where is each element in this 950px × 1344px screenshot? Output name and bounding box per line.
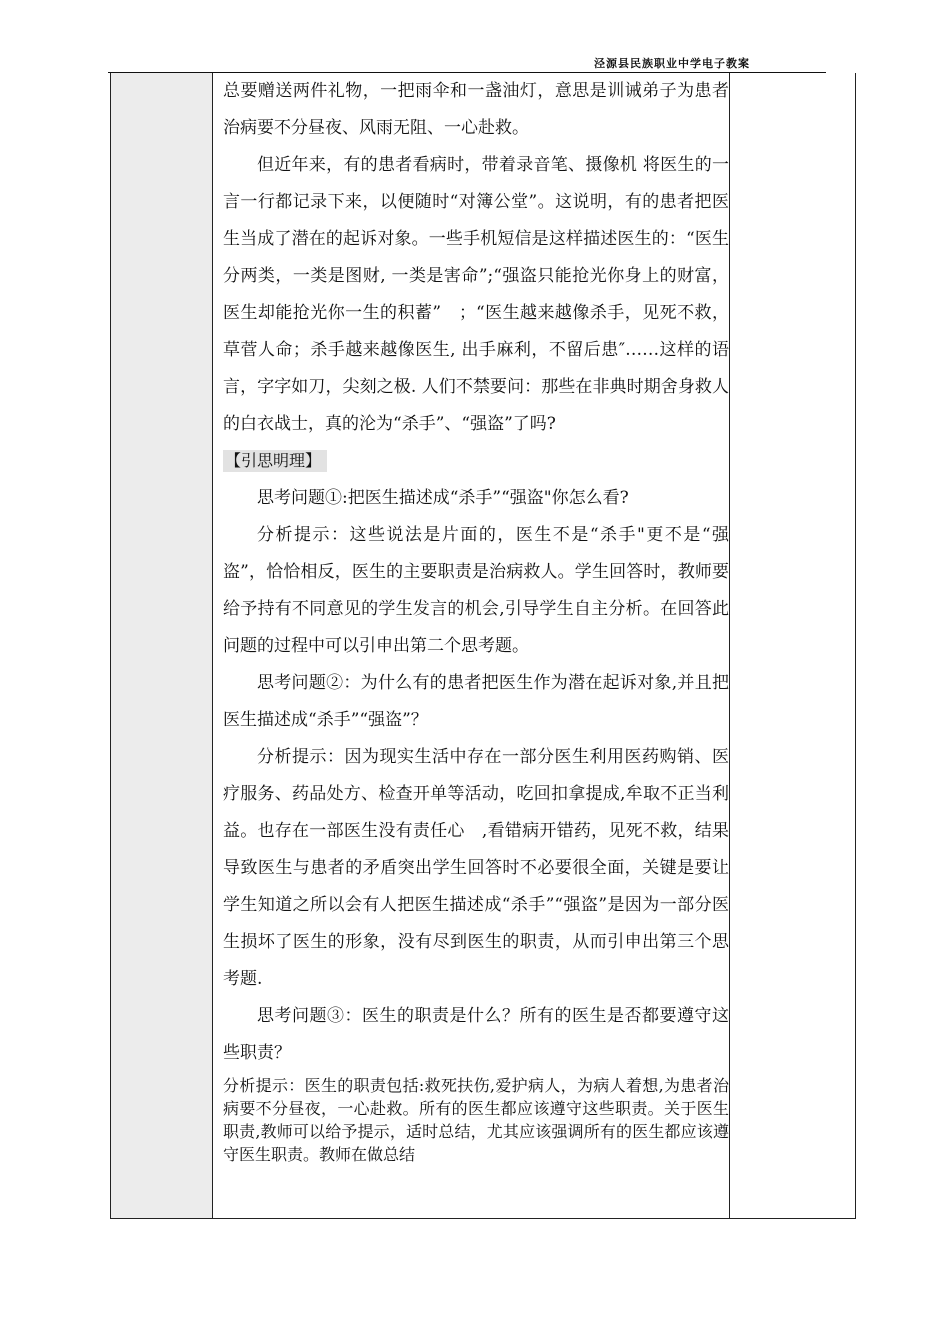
section-heading: 【引思明理】 — [223, 450, 327, 472]
analysis-2: 分析提示：因为现实生活中存在一部分医生利用医药购销、医疗服务、药品处方、检查开单等活动，吃回扣拿提成,牟取不正当利益。也存在一部医生没有责任心 ,看错病开错药，见死不救，结果导致医生与患者的矛盾突出学生回答时不必要很全面，关键是要让学生知道之所以会有人把医生描述成“杀手”“强盗”是因为一部分医生损坏了医生的形象，没有尽到医生的职责，从而引申出第三个思考题. — [223, 747, 729, 989]
left-label-column — [111, 73, 213, 1218]
question-1: 思考问题①:把医生描述成“杀手”“强盗"你怎么看? — [257, 488, 629, 508]
analysis-3: 分析提示：医生的职责包括:救死扶伤,爱护病人，为病人着想,为患者治病要不分昼夜，一心赴救。所有的医生都应该遵守这些职责。关于医生职责,教师可以给予提示，适时总结，尤其应该强调所有的医生都应该遵守医生职责。教师在做总结 — [223, 1076, 729, 1164]
document-header: 泾源县民族职业中学电子教案 — [594, 57, 750, 70]
right-notes-column — [729, 73, 855, 1218]
analysis-1: 分析提示：这些说法是片面的，医生不是“杀手"更不是“强盗”，恰恰相反，医生的主要职责是治病救人。学生回答时，教师要给予持有不同意见的学生发言的机会,引导学生自主分析。在回答此问题的过程中可以引申出第二个思考题。 — [223, 525, 729, 656]
main-content-cell — [223, 73, 729, 1166]
paragraph-patient-attitude: 但近年来，有的患者看病时，带着录音笔、摄像机 将医生的一言一行都记录下来，以便随时“对簿公堂”。这说明，有的患者把医生当成了潜在的起诉对象。一些手机短信是这样描述医生的：“医生分两类，一类是图财, 一类是害命”;“强盗只能抢光你身上的财富，医生却能抢光你一生的积蓄” ；“医生越来越像杀手，见死不救，草菅人命；杀手越来越像医生, 出手麻利，不留后患″……这样的语言，字字如刀，尖刻之极. 人们不禁要问：那些在非典时期舍身救人的白衣战士，真的沦为“杀手”、“强盗”了吗? — [223, 155, 729, 434]
question-3: 思考问题③：医生的职责是什么？所有的医生是否都要遵守这些职责？ — [223, 1006, 729, 1063]
lesson-plan-table — [110, 73, 856, 1219]
question-2: 思考问题②：为什么有的患者把医生作为潜在起诉对象,并且把医生描述成“杀手”“强盗”？ — [223, 673, 729, 730]
paragraph-continued: 总要赠送两件礼物，一把雨伞和一盏油灯，意思是训诫弟子为患者治病要不分昼夜、风雨无阻、一心赴救。 — [223, 81, 729, 138]
